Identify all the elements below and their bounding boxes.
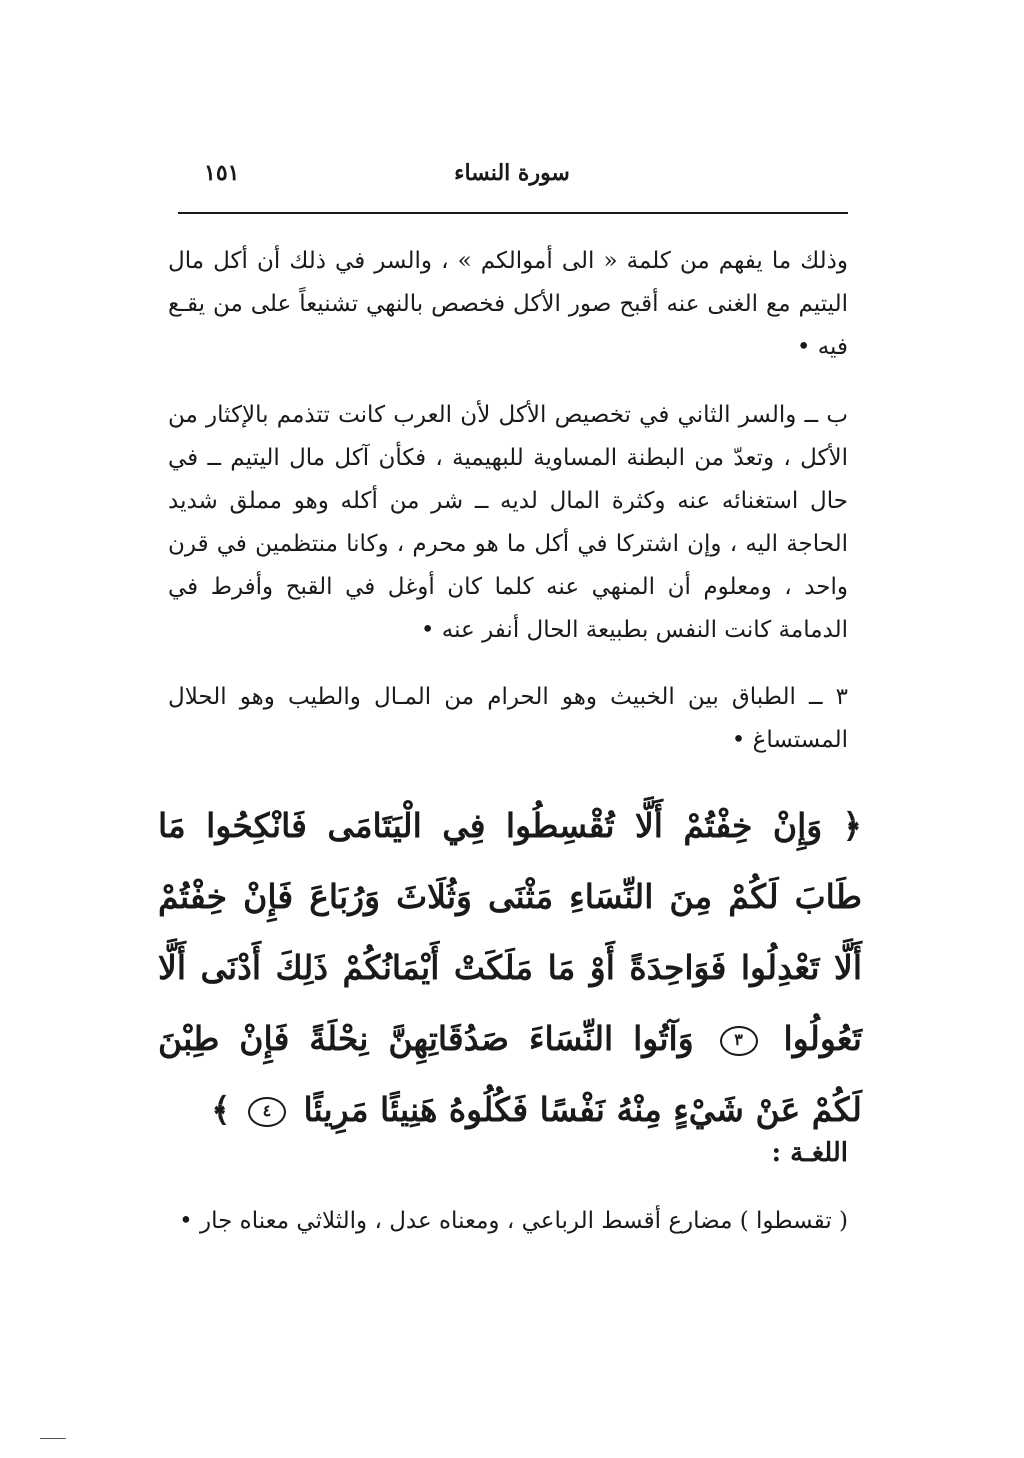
verse-text-part-2: وَآتُوا النِّسَاءَ صَدُقَاتِهِنَّ نِحْلَةً فَإِنْ طِبْنَ لَكُمْ عَنْ شَيْءٍ مِنْهُ نَفْسًا فَكُلُوهُ هَنِيئًا مَرِيئًا [158,1019,862,1129]
page-header [178,160,846,200]
verse-text-part-1: وَإِنْ خِفْتُمْ أَلَّا تُقْسِطُوا فِي الْيَتَامَى فَانْكِحُوا مَا طَابَ لَكُمْ مِنَ النِّسَاءِ مَثْنَى وَثُلَاثَ وَرُبَاعَ فَإِنْ خِفْتُمْ أَلَّا تَعْدِلُوا فَوَاحِدَةً أَوْ مَا مَلَكَتْ أَيْمَانُكُمْ ذَلِكَ أَدْنَى أَلَّا تَعُولُوا [158,806,862,1058]
running-title: سورة النساء [454,160,570,186]
ayah-number-4: ٤ [248,1097,286,1127]
paragraph-2: ب ــ والسر الثاني في تخصيص الأكل لأن العرب كانت تتذمم بالإكثار من الأكل ، وتعدّ من البطنة المساوية للبهيمية ، فكأن آكل مال اليتيم ــ في حال استغنائه عنه وكثرة المال لديه ــ شر من أكله وهو مملق شديد الحاجة اليه ، وإن اشتركا في أكل ما هو محرم ، وكانا منتظمين في قرن واحد ، ومعلوم أن المنهي عنه كلما كان أوغل في القبح وأفرط في الدمامة كانت النفس بطبيعة الحال أنفر عنه • [168,402,848,643]
header-rule [178,212,848,214]
scan-margin-mark [40,1438,66,1439]
ayah-number-3: ٣ [720,1026,758,1056]
quran-verse [158,790,862,1145]
paragraph-4: ( تقسطوا ) مضارع أقسط الرباعي ، ومعناه عدل ، والثلاثي معناه جار • [179,1208,848,1234]
paragraph-1: وذلك ما يفهم من كلمة « الى أموالكم » ، والسر في ذلك أن أكل مال اليتيم مع الغنى عنه أقبح صور الأكل فخصص بالنهي تشنيعاً على من يقـع فيه • [168,248,848,360]
verse-open-bracket: ﴿ [842,806,862,845]
paragraph-3: ٣ ــ الطباق بين الخبيث وهو الحرام من المـال والطيب وهو الحلال المستساغ • [168,684,848,753]
section-heading-language: اللغـة : [771,1138,848,1168]
verse-close-bracket: ﴾ [211,1090,231,1129]
page-number: ١٥١ [204,160,240,186]
